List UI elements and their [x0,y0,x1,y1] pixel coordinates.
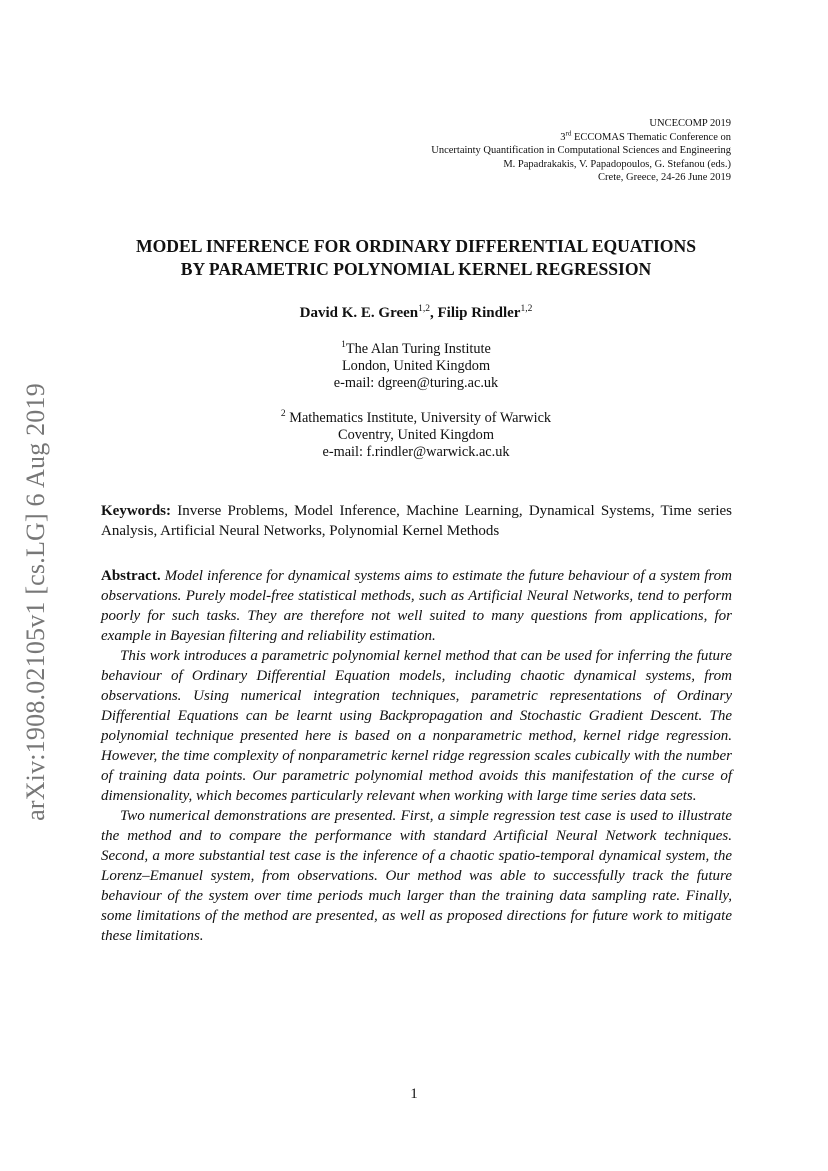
affiliation-location: London, United Kingdom [341,358,491,374]
conference-topic: Uncertainty Quantification in Computational Sciences and Engineering [431,145,731,157]
arxiv-identifier-stamp[interactable]: arXiv:1908.02105v1 [cs.LG] 6 Aug 2019 [21,383,50,821]
affiliation-2 [60,410,772,461]
title-line-1: MODEL INFERENCE FOR ORDINARY DIFFERENTIAL EQUATIONS [135,236,696,256]
title-line-2: BY PARAMETRIC POLYNOMIAL KERNEL REGRESSION [180,259,652,279]
author-separator: , [430,305,438,321]
conference-header [431,117,731,185]
conference-name: UNCECOMP 2019 [649,118,731,129]
author-list [60,304,772,322]
author-2-name: Filip Rindler [437,305,521,321]
abstract-paragraph-1-text: Model inference for dynamical systems aims to estimate the future behaviour of a system from observations. Purely model-free statistical methods, such as Artificial Neural Networks, tend to perform poorly for such tasks. They are therefore not well suited to many questions from applications, for example in Bayesian filtering and reliability estimation. [101,568,732,644]
abstract-paragraph-1 [101,566,732,646]
affiliation-location: Coventry, United Kingdom [338,427,494,443]
conference-edition [431,131,731,145]
keywords-text: Inverse Problems, Model Inference, Machine Learning, Dynamical Systems, Time series Analysis, Artificial Neural Networks, Polynomial Kernel Methods [101,503,732,539]
keywords-section [101,501,732,541]
conference-location-date: Crete, Greece, 24-26 June 2019 [598,172,731,184]
author-1-affil: 1,2 [418,304,431,314]
page-number: 1 [410,1086,418,1102]
affiliation-email[interactable]: e-mail: dgreen@turing.ac.uk [333,375,499,391]
affiliation-institute-name: Mathematics Institute, University of Warwick [285,410,552,426]
paper-title [60,235,772,281]
affiliation-institute [60,410,772,427]
affiliation-marker: 1 [341,340,346,351]
abstract-label: Abstract. [101,568,161,584]
edition-number: 3 [560,131,566,143]
abstract-paragraph-3: Two numerical demonstrations are presented. First, a simple regression test case is used to illustrate the method and to compare the performance with standard Artificial Neural Network techniques. Second, a more substantial test case is the inference of a chaotic spatio-temporal dynamical system, the Lorenz–Emanuel system, from observations. Our method was able to successfully track the future behaviour of the system over time periods much larger than the training data sampling rate. Finally, some limitations of the method are presented, as well as proposed directions for future work to mitigate these limitations. [101,808,732,944]
keywords-label: Keywords: [101,503,171,519]
edition-ordinal: rd [565,129,572,138]
author-1-name: David K. E. Green [299,305,419,321]
affiliation-institute [60,341,772,358]
affiliation-email[interactable]: e-mail: f.rindler@warwick.ac.uk [322,444,510,460]
affiliation-marker: 2 [280,409,286,420]
abstract-paragraph-2: This work introduces a parametric polynomial kernel method that can be used for inferring the future behaviour of Ordinary Differential Equation models, including chaotic dynamical systems, from observations. Using numerical integration techniques, parametric representations of Ordinary Differential Equations can be learnt using Backpropagation and Stochastic Gradient Descent. The polynomial technique presented here is based on a nonparametric method, kernel ridge regression. However, the time complexity of nonparametric kernel ridge regression scales cubically with the number of training data points. Our parametric polynomial method avoids this manifestation of the curse of dimensionality, which becomes particularly relevant when working with large time series data sets. [101,648,732,804]
edition-text: ECCOMAS Thematic Conference on [571,131,731,143]
author-2-affil: 1,2 [520,304,533,314]
affiliation-1 [60,341,772,392]
affiliation-institute-name: The Alan Turing Institute [345,341,491,357]
abstract-section [101,566,732,946]
conference-editors: M. Papadrakakis, V. Papadopoulos, G. Stefanou (eds.) [503,158,731,170]
